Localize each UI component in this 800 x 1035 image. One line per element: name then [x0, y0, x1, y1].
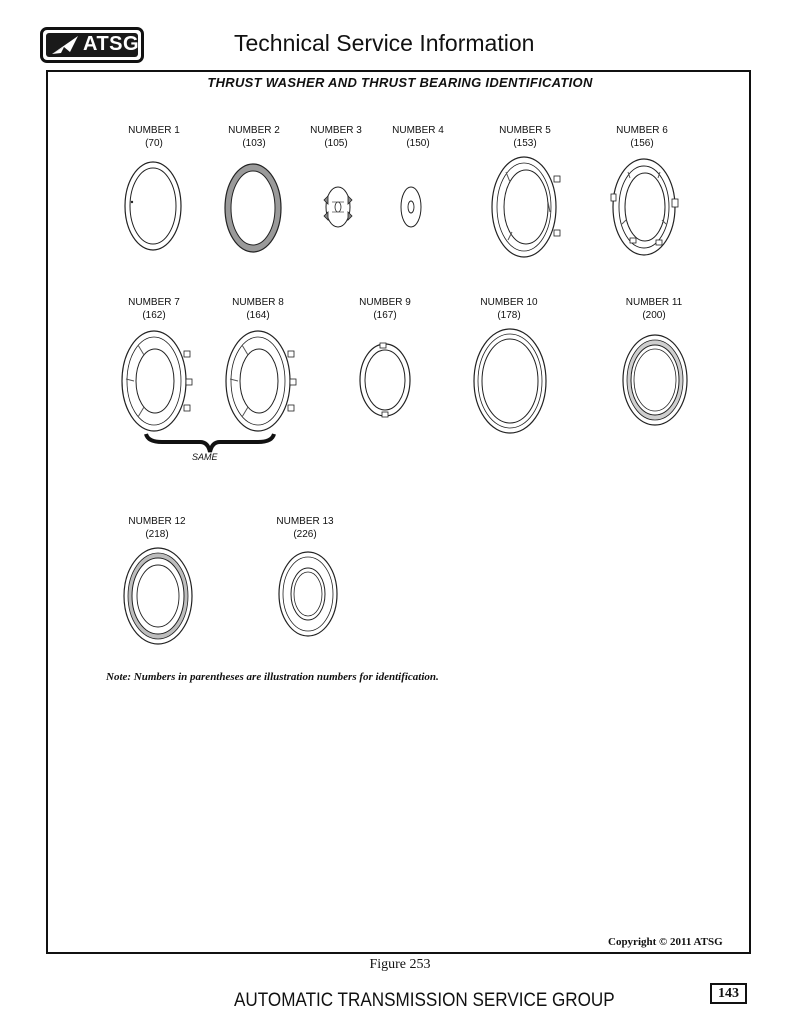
part-code: (226)	[293, 529, 317, 540]
thrust-washer-illustration	[222, 160, 284, 256]
part-code: (162)	[142, 310, 166, 321]
part-code: (167)	[373, 310, 397, 321]
part-code: (70)	[145, 138, 163, 149]
part-label	[499, 124, 551, 150]
part-number: NUMBER 3	[310, 125, 362, 136]
footer-organization: AUTOMATIC TRANSMISSION SERVICE GROUP	[234, 990, 615, 1011]
part-number: NUMBER 9	[359, 297, 411, 308]
thrust-washer-illustration	[398, 183, 424, 231]
part-code: (178)	[497, 310, 521, 321]
part-label	[616, 124, 668, 150]
copyright-text: Copyright © 2011 ATSG	[608, 936, 723, 948]
part-number: NUMBER 1	[128, 125, 180, 136]
thrust-bearing-illustration	[620, 331, 690, 429]
same-label: SAME	[192, 452, 218, 462]
thrust-washer-illustration	[120, 157, 186, 255]
part-number: NUMBER 4	[392, 125, 444, 136]
atsg-logo	[40, 27, 144, 63]
figure-caption: Figure 253	[369, 957, 431, 972]
part-label	[128, 296, 180, 322]
note-text: Note: Numbers in parentheses are illustration numbers for identification.	[106, 671, 439, 683]
part-number: NUMBER 7	[128, 297, 180, 308]
plane-icon	[50, 34, 80, 56]
thrust-bearing-illustration	[118, 327, 196, 435]
part-number: NUMBER 5	[499, 125, 551, 136]
thrust-bearing-illustration	[120, 545, 196, 647]
part-code: (153)	[513, 138, 537, 149]
part-label	[480, 296, 537, 322]
part-code: (103)	[242, 138, 266, 149]
thrust-bearing-illustration	[488, 152, 566, 262]
part-number: NUMBER 8	[232, 297, 284, 308]
thrust-bearing-illustration	[608, 154, 686, 260]
part-number: NUMBER 6	[616, 125, 668, 136]
part-label	[310, 124, 362, 150]
part-number: NUMBER 2	[228, 125, 280, 136]
part-code: (164)	[246, 310, 270, 321]
thrust-washer-illustration	[470, 325, 550, 437]
part-code: (150)	[406, 138, 430, 149]
part-label	[276, 515, 333, 541]
part-label	[392, 124, 444, 150]
thrust-washer-illustration	[276, 548, 340, 640]
thrust-washer-illustration	[320, 182, 356, 232]
part-label	[232, 296, 284, 322]
thrust-washer-illustration	[356, 340, 414, 420]
part-code: (105)	[324, 138, 348, 149]
part-number: NUMBER 12	[128, 516, 186, 527]
document-title: THRUST WASHER AND THRUST BEARING IDENTIFICATION	[207, 75, 593, 90]
part-number: NUMBER 10	[480, 297, 538, 308]
thrust-bearing-illustration	[222, 327, 300, 435]
logo-text: ATSG	[83, 33, 140, 55]
part-label	[128, 124, 180, 150]
part-number: NUMBER 11	[625, 297, 683, 308]
part-label	[128, 515, 185, 541]
part-number: NUMBER 13	[276, 516, 334, 527]
part-label	[228, 124, 280, 150]
part-label	[626, 296, 683, 322]
part-label	[359, 296, 411, 322]
page-number: 143	[710, 983, 747, 1004]
part-code: (156)	[630, 138, 654, 149]
page-header: Technical Service Information	[234, 30, 535, 56]
part-code: (200)	[642, 310, 666, 321]
part-code: (218)	[145, 529, 169, 540]
